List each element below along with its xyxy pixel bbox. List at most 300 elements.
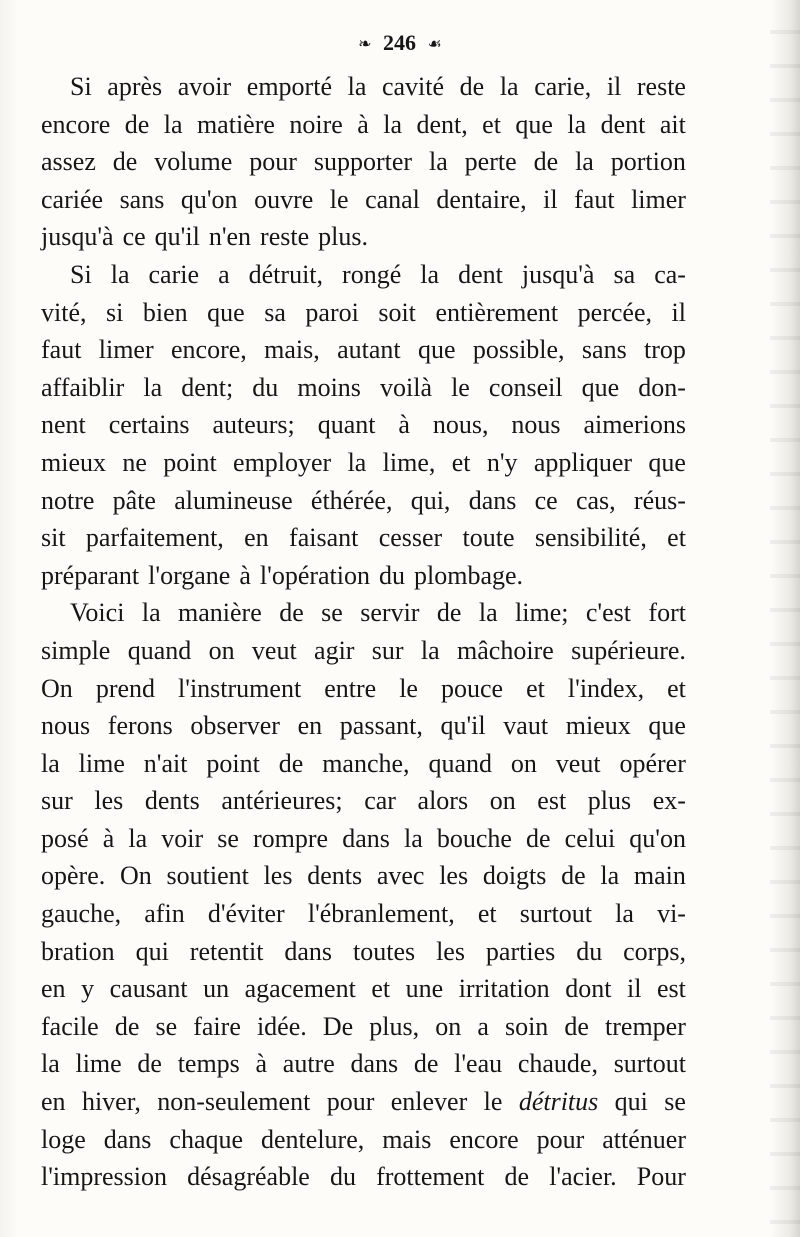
word: moins — [297, 372, 361, 402]
word: d'éviter — [207, 899, 285, 929]
text-line — [41, 444, 686, 482]
text-line — [41, 895, 686, 933]
word: et — [667, 673, 686, 703]
word: et — [482, 109, 501, 139]
word: cas, — [575, 485, 616, 515]
word: il — [543, 184, 558, 214]
word: qu'on — [180, 184, 238, 214]
text-line — [41, 106, 686, 144]
word: du — [252, 372, 279, 402]
word: employer — [233, 447, 332, 477]
word: simple — [41, 635, 111, 665]
word: sans — [119, 184, 165, 214]
word: pâte — [112, 485, 156, 515]
word: sans — [581, 335, 627, 365]
word: les — [263, 861, 293, 891]
word: le — [399, 673, 418, 703]
word: soutient — [166, 861, 249, 891]
word: point — [163, 447, 217, 477]
word: avec — [376, 861, 425, 891]
word: est — [537, 786, 567, 816]
word: dent; — [181, 372, 234, 402]
word: qu'il — [154, 222, 200, 252]
word: perte — [464, 147, 517, 177]
word: c'est — [585, 598, 631, 628]
word: opère. — [41, 861, 106, 891]
word: si — [106, 297, 124, 327]
word: il — [626, 974, 642, 1004]
word: posé — [41, 823, 89, 853]
word: on — [435, 1011, 462, 1041]
word: le — [329, 184, 349, 214]
word: don- — [638, 372, 686, 402]
word: dont — [565, 974, 612, 1004]
word: parties — [485, 936, 556, 966]
word: Voici — [70, 598, 125, 628]
word: la — [420, 259, 440, 289]
italic-word: détritus — [518, 1087, 599, 1117]
word: dent — [600, 109, 646, 139]
word: avoir — [177, 72, 232, 101]
word: nous, — [432, 410, 489, 440]
word: que — [417, 335, 456, 365]
word: observer — [190, 711, 280, 741]
word: n'ait — [143, 748, 188, 778]
word: que — [207, 297, 245, 327]
word: l'opération — [259, 560, 370, 590]
word: retentit — [189, 936, 264, 966]
word: carie — [148, 259, 200, 289]
word: la — [383, 109, 402, 139]
text-line — [41, 970, 686, 1008]
word: dents — [144, 786, 200, 816]
word: on — [510, 748, 537, 778]
word: sensibilité, — [534, 523, 647, 553]
word: et — [371, 974, 391, 1004]
text-line — [41, 218, 686, 256]
word: faut — [574, 184, 615, 214]
word: de — [459, 72, 485, 101]
word: la — [141, 598, 161, 628]
word: la — [128, 823, 148, 853]
word: surtout — [613, 1049, 686, 1079]
word: canal — [365, 184, 420, 214]
page-edge-shadow — [770, 0, 800, 1237]
word: on — [208, 635, 235, 665]
word: rompre — [253, 823, 329, 853]
word: pouce — [441, 673, 504, 703]
word: toutes — [353, 936, 416, 966]
word: a — [218, 259, 230, 289]
word: entièrement — [435, 297, 559, 327]
word: toute — [462, 523, 515, 553]
right-fleuron-icon: ☙ — [427, 35, 442, 53]
word: que — [648, 447, 686, 477]
word: fort — [648, 598, 686, 628]
word: la — [41, 1049, 60, 1079]
word: se — [217, 823, 239, 853]
word: dentelure, — [261, 1124, 365, 1154]
word: du — [329, 1162, 356, 1192]
word: autre — [282, 1049, 335, 1079]
word: enlever — [390, 1087, 468, 1117]
word: lime — [78, 748, 125, 778]
word: la — [110, 259, 130, 289]
word: On — [119, 861, 152, 891]
word: antérieures; — [221, 786, 343, 816]
word: opérer — [619, 748, 686, 778]
word: quant — [317, 410, 376, 440]
word: affaiblir — [41, 372, 125, 402]
word: est — [656, 974, 686, 1004]
text-line — [41, 143, 686, 181]
text-line — [41, 256, 686, 294]
word: De — [322, 1011, 354, 1041]
word: autant — [337, 335, 401, 365]
text-line — [41, 181, 686, 219]
word: mais, — [264, 335, 320, 365]
word: la — [600, 861, 620, 891]
word: désagréable — [187, 1162, 310, 1192]
word: manche, — [322, 748, 410, 778]
word: de — [112, 147, 138, 177]
word: notre — [41, 485, 95, 515]
word: de — [526, 823, 551, 853]
word: Si — [70, 259, 92, 289]
word: mais — [382, 1124, 432, 1154]
word: idée. — [256, 1011, 307, 1041]
word: dans — [468, 485, 517, 515]
word: pour — [536, 1124, 585, 1154]
word: réus- — [633, 485, 686, 515]
word: plombage. — [414, 560, 524, 590]
word: de — [279, 598, 304, 628]
word: servir — [360, 598, 420, 628]
word: ait — [659, 109, 686, 139]
word: sur — [371, 635, 404, 665]
word: qu'il — [440, 711, 486, 741]
word: faire — [193, 1011, 241, 1041]
text-line — [41, 294, 686, 332]
word: et — [667, 523, 686, 553]
text-line — [41, 782, 686, 820]
word: la — [615, 899, 634, 929]
word: la — [347, 447, 367, 477]
word: paroi — [305, 297, 359, 327]
text-line — [41, 406, 686, 444]
word: du — [379, 560, 405, 590]
word: l'impression — [41, 1162, 168, 1192]
left-fleuron-icon: ❧ — [358, 35, 372, 53]
word: et — [477, 899, 497, 929]
word: gauche, — [41, 899, 122, 929]
word: sit — [41, 523, 66, 553]
word: l'organe — [148, 560, 231, 590]
word: une — [405, 974, 444, 1004]
word: la — [420, 635, 440, 665]
word: appliquer — [533, 447, 633, 477]
word: vaut — [503, 711, 549, 741]
word: agir — [314, 635, 355, 665]
word: la — [499, 72, 519, 101]
word: qu'on — [629, 823, 686, 853]
word: entre — [324, 673, 377, 703]
word: auteurs; — [212, 410, 295, 440]
word: du — [576, 936, 603, 966]
word: non-seulement — [157, 1087, 311, 1117]
word: et — [526, 673, 545, 703]
word: percée, — [577, 297, 652, 327]
word: passant, — [339, 711, 423, 741]
text-line — [41, 557, 686, 595]
word: dent — [458, 259, 503, 289]
word: éthérée, — [310, 485, 393, 515]
word: le — [483, 1087, 503, 1117]
word: l'acier. — [549, 1162, 617, 1192]
word: a — [477, 1011, 489, 1041]
word: voir — [161, 823, 204, 853]
body-text — [41, 68, 686, 1196]
word: faisant — [289, 523, 359, 553]
word: bien — [142, 297, 188, 327]
word: temps — [177, 1049, 240, 1079]
word: veut — [251, 635, 297, 665]
word: à — [398, 410, 410, 440]
word: faut — [41, 335, 82, 365]
word: dent, — [416, 109, 468, 139]
word: quand — [428, 748, 492, 778]
word: mâchoire — [457, 635, 554, 665]
word: parfaitement, — [85, 523, 224, 553]
word: qui, — [410, 485, 451, 515]
word: causant — [109, 974, 188, 1004]
word: matière — [196, 109, 275, 139]
word: trop — [644, 335, 686, 365]
text-line — [41, 1045, 686, 1083]
word: tremper — [605, 1011, 686, 1041]
word: main — [633, 861, 686, 891]
word: supérieure. — [571, 635, 686, 665]
word: la — [163, 109, 183, 139]
word: il — [671, 297, 686, 327]
word: carie, — [534, 72, 592, 101]
word: frottement — [376, 1162, 485, 1192]
word: soin — [504, 1011, 549, 1041]
word: de — [114, 1011, 140, 1041]
text-line — [41, 933, 686, 971]
text-line — [41, 707, 686, 745]
word: encore — [449, 1124, 519, 1154]
word: les — [439, 861, 469, 891]
text-line — [41, 745, 686, 783]
text-line — [41, 594, 686, 632]
word: portion — [610, 147, 686, 177]
word: n'y — [486, 447, 518, 477]
word: qui — [614, 1087, 648, 1117]
word: atténuer — [602, 1124, 686, 1154]
word: de — [124, 109, 150, 139]
word: se — [321, 598, 343, 628]
page-header — [0, 28, 800, 60]
text-line — [41, 68, 686, 106]
text-line — [41, 820, 686, 858]
word: et — [451, 447, 471, 477]
word: doigts — [482, 861, 547, 891]
word: aimerions — [583, 410, 686, 440]
word: de — [278, 748, 304, 778]
word: loge — [41, 1124, 86, 1154]
word: limer — [631, 184, 686, 214]
word: vité, — [41, 297, 87, 327]
word: lime, — [382, 447, 436, 477]
word: plus. — [318, 222, 368, 252]
word: à — [102, 823, 115, 853]
text-line — [41, 670, 686, 708]
word: pour — [249, 147, 297, 177]
word: de — [533, 147, 559, 177]
word: la — [428, 147, 448, 177]
word: hiver, — [81, 1087, 141, 1117]
word: le — [451, 372, 470, 402]
word: ouvre — [254, 184, 314, 214]
word: se — [664, 1087, 686, 1117]
text-line — [41, 1008, 686, 1046]
word: Pour — [636, 1162, 686, 1192]
word: dans — [350, 1049, 399, 1079]
word: ex- — [652, 786, 686, 816]
word: préparant — [41, 560, 140, 590]
word: cesser — [378, 523, 443, 553]
word: manière — [178, 598, 262, 628]
word: celui — [564, 823, 616, 853]
word: jusqu'à — [41, 222, 114, 252]
word: ca- — [654, 259, 686, 289]
word: cariée — [41, 184, 104, 214]
word: ferons — [107, 711, 173, 741]
word: la — [41, 748, 60, 778]
word: que — [515, 109, 553, 139]
word: en — [41, 1087, 66, 1117]
word: en — [297, 711, 323, 741]
word: corps, — [623, 936, 686, 966]
word: mieux — [565, 711, 631, 741]
word: rongé — [342, 259, 402, 289]
word: reste — [260, 222, 310, 252]
word: bouche — [436, 823, 512, 853]
text-line — [41, 331, 686, 369]
word: l'index, — [567, 673, 645, 703]
word: un — [203, 974, 230, 1004]
word: certains — [108, 410, 190, 440]
word: facile — [41, 1011, 99, 1041]
word: se — [155, 1011, 178, 1041]
text-line — [41, 1121, 686, 1159]
word: dans — [103, 1124, 152, 1154]
word: noire — [289, 109, 343, 139]
word: On — [41, 673, 73, 703]
word: que — [581, 372, 620, 402]
word: Si — [70, 72, 92, 101]
word: de — [504, 1162, 530, 1192]
word: ce — [122, 222, 146, 252]
word: à — [239, 560, 251, 590]
word: les — [436, 936, 465, 966]
word: l'instrument — [178, 673, 302, 703]
word: possible, — [472, 335, 565, 365]
word: point — [206, 748, 260, 778]
word: qui — [135, 936, 169, 966]
word: la — [567, 109, 587, 139]
word: de — [413, 1049, 439, 1079]
text-line — [41, 519, 686, 557]
text-line — [41, 1083, 686, 1121]
word: nent — [41, 410, 86, 440]
word: pour — [326, 1087, 375, 1117]
word: dans — [284, 936, 333, 966]
word: limer — [98, 335, 154, 365]
word: chaude, — [517, 1049, 598, 1079]
word: bration — [41, 936, 115, 966]
word: sur — [41, 786, 73, 816]
word: dents — [307, 861, 363, 891]
word: ce — [534, 485, 558, 515]
word: vi- — [657, 899, 686, 929]
word: agacement — [244, 974, 356, 1004]
word: mieux — [41, 447, 106, 477]
word: alors — [417, 786, 469, 816]
word: encore — [41, 109, 111, 139]
word: alumineuse — [174, 485, 293, 515]
text-line — [41, 857, 686, 895]
word: quand — [127, 635, 192, 665]
word: supporter — [313, 147, 413, 177]
word: de — [564, 1011, 589, 1041]
word: la — [575, 147, 594, 177]
word: surtout — [519, 899, 593, 929]
word: lime — [75, 1049, 122, 1079]
word: de — [561, 861, 586, 891]
word: la — [478, 598, 498, 628]
word: sa — [613, 259, 636, 289]
word: que — [648, 711, 686, 741]
word: nous — [511, 410, 561, 440]
word: lime; — [515, 598, 569, 628]
word: veut — [555, 748, 601, 778]
word: la — [403, 823, 423, 853]
word: conseil — [488, 372, 563, 402]
word: afin — [144, 899, 185, 929]
word: l'eau — [454, 1049, 503, 1079]
word: prend — [95, 673, 156, 703]
word: on — [489, 786, 516, 816]
word: volume — [154, 147, 233, 177]
word: il — [606, 72, 622, 101]
word: emporté — [246, 72, 332, 101]
word: dans — [342, 823, 390, 853]
word: assez — [41, 147, 96, 177]
word: dentaire, — [436, 184, 527, 214]
text-line — [41, 482, 686, 520]
text-line — [41, 1158, 686, 1196]
word: irritation — [458, 974, 550, 1004]
word: n'en — [208, 222, 252, 252]
word: chaque — [169, 1124, 244, 1154]
word: car — [364, 786, 396, 816]
word: sa — [264, 297, 286, 327]
word: à — [357, 109, 369, 139]
word: détruit, — [248, 259, 324, 289]
word: les — [94, 786, 124, 816]
